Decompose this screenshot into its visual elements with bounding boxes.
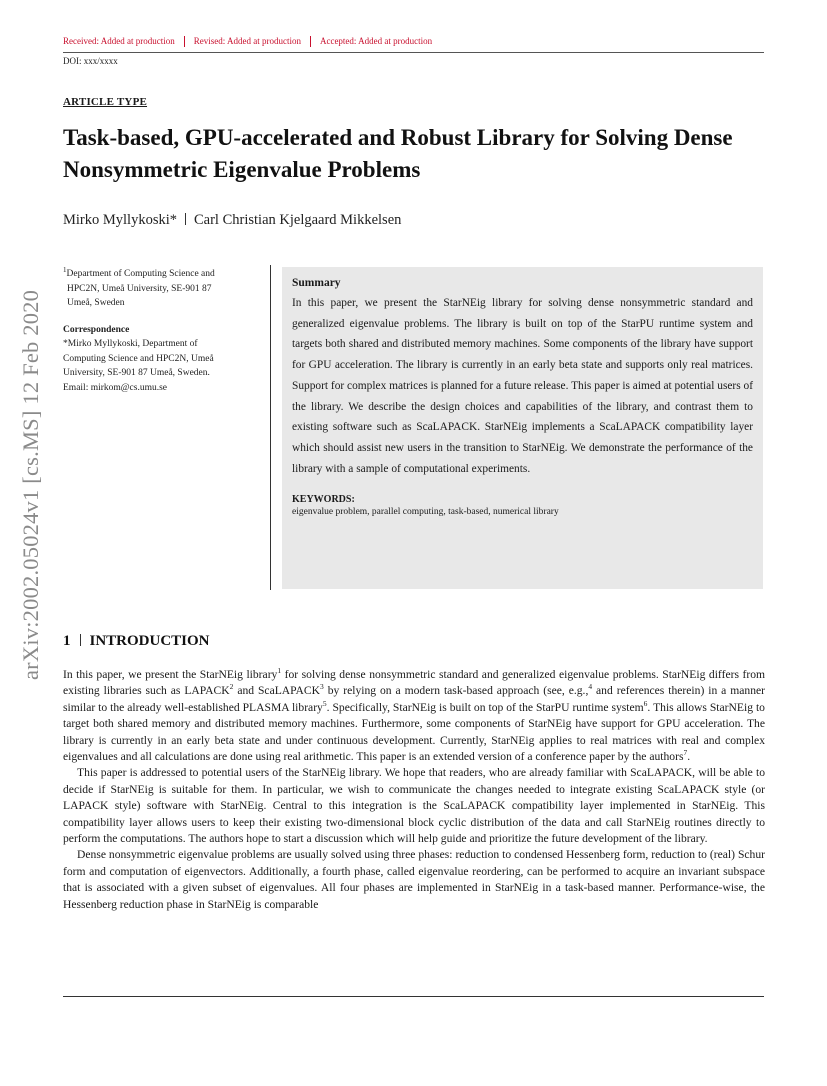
summary-heading: Summary — [292, 277, 341, 289]
history-separator — [310, 36, 311, 47]
keywords-heading: KEYWORDS: — [292, 494, 355, 506]
summary-text: In this paper, we present the StarNEig library for solving dense nonsymmetric standard and generalized eigenvalue problems. The library is built on top of the StarPU runtime system and targets both shared and distributed memory machines. Some components of the library have support for GPU acceleration. The library is currently in an early beta state and supports only real matrices. Support for complex matrices is planned for a future release. This paper is aimed at potential users of the library. We describe the design choices and capabilities of the library, and contrast them to existing software such as ScaLAPACK. StarNEig implements a ScaLAPACK compatibility layer which should assist new users in the transition to StarNEig. We demonstrate the performance of the library with a sample of computational experiments. — [292, 297, 753, 475]
section-separator — [80, 634, 81, 646]
doi: DOI: xxx/xxxx — [63, 56, 118, 66]
paragraph-2: This paper is addressed to potential users of the StarNEig library. We hope that readers, who are already familiar with ScaLAPACK, will be able to decide if StarNEig is suitable for them. In particular, we wish to communicate the changes needed to integrate existing ScaLAPACK style (or LAPACK style) software with StarNEig. Central to this integration is the ScaLAPACK compatibility layer implemented in StarNEig. This compatibility layer allows users to keep their existing two-dimensional block cyclic distribution of the data and call StarNEig routines directly to perform the computations. The authors hope to start a discussion which will help guide and prioritize the future development of the library. — [63, 766, 765, 846]
affiliation-marker: 1 — [63, 266, 67, 274]
header-rule — [63, 52, 764, 53]
correspondence-line-2: Computing Science and HPC2N, Umeå — [63, 353, 214, 364]
text-run: for solving dense nonsymmetric standard and generalized eigenvalue problems. StarNEig differs from existing libraries such as LAPACK — [63, 668, 766, 698]
summary-box — [282, 267, 763, 589]
text-run: . This allows StarNEig to target both shared memory and distributed memory machines. Furthermore, some components of StarNEig have support for GPU acceleration. The library is currently in an early beta state and under continuous development. Currently, StarNEig applies to real matrices with real and complex eigenvalues and all calculations are done using real arithmetic. This paper is an extended version of a conference paper by the authors — [63, 700, 765, 764]
article-type: ARTICLE TYPE — [63, 96, 148, 108]
citation-7[interactable]: 7 — [683, 748, 688, 758]
text-run: . Specifically, StarNEig is built on top of the StarPU runtime system — [326, 700, 644, 714]
affiliation-line-2: HPC2N, Umeå University, SE-901 87 — [67, 283, 212, 294]
arxiv-stamp: arXiv:2002.05024v1 [cs.MS] 12 Feb 2020 — [18, 289, 43, 680]
text-run: and ScaLAPACK — [233, 684, 321, 698]
sidebar-info — [63, 263, 253, 395]
correspondence-line-1: *Mirko Myllykoski, Department of — [63, 339, 198, 350]
history-separator — [184, 36, 185, 47]
paragraph-3: Dense nonsymmetric eigenvalue problems are usually solved using three phases: reduction to condensed Hessenberg form, reduction to (real) Schur form and computation of eigenvectors. Additionally, a fourth phase, called eigenvalue reordering, can be performed to acquire an invariant subspace that is associated with a given subset of eigenvalues. All four phases are implemented in StarNEig in a task-based manner. Performance-wise, the Hessenberg reduction phase in StarNEig is comparable — [63, 848, 765, 911]
publication-history — [63, 36, 432, 47]
correspondence-heading: Correspondence — [63, 324, 130, 335]
paper-title: Task-based, GPU-accelerated and Robust Library for Solving Dense Nonsymmetric Eigenvalue Problems — [63, 125, 733, 182]
citation-4[interactable]: 4 — [588, 682, 593, 692]
correspondence-email[interactable]: Email: mirkom@cs.umu.se — [63, 382, 167, 393]
keywords-list: eigenvalue problem, parallel computing, task-based, numerical library — [292, 507, 559, 518]
footer-rule — [63, 996, 764, 997]
author-list — [63, 212, 401, 229]
affiliation — [63, 263, 253, 311]
text-run: and references therein) in a manner similar to the already well-established PLASMA library — [63, 684, 766, 714]
section-title: INTRODUCTION — [89, 633, 210, 649]
revised-date: Revised: Added at production — [193, 36, 301, 46]
author-2: Carl Christian Kjelgaard Mikkelsen — [194, 212, 402, 228]
section-heading — [63, 633, 210, 650]
author-1: Mirko Myllykoski* — [63, 212, 177, 228]
citation-5[interactable]: 5 — [322, 698, 327, 708]
text-run: by relying on a modern task-based approach (see, e.g., — [323, 684, 589, 698]
citation-2[interactable]: 2 — [229, 682, 234, 692]
citation-1[interactable]: 1 — [277, 666, 282, 676]
affiliation-line-1: Department of Computing Science and — [66, 269, 215, 280]
text-run: In this paper, we present the StarNEig library — [63, 668, 278, 681]
section-number: 1 — [63, 633, 71, 649]
received-date: Received: Added at production — [63, 36, 175, 46]
affiliation-line-3: Umeå, Sweden — [67, 298, 125, 309]
author-separator — [185, 213, 186, 225]
accepted-date: Accepted: Added at production — [319, 36, 433, 46]
text-run: . — [687, 750, 691, 764]
body-text — [63, 667, 765, 913]
citation-3[interactable]: 3 — [320, 682, 324, 692]
sidebar-divider — [270, 265, 271, 590]
citation-6[interactable]: 6 — [643, 698, 648, 708]
paragraph-1 — [63, 667, 765, 765]
correspondence-line-3: University, SE-901 87 Umeå, Sweden. — [63, 368, 210, 379]
correspondence-details — [63, 337, 253, 395]
